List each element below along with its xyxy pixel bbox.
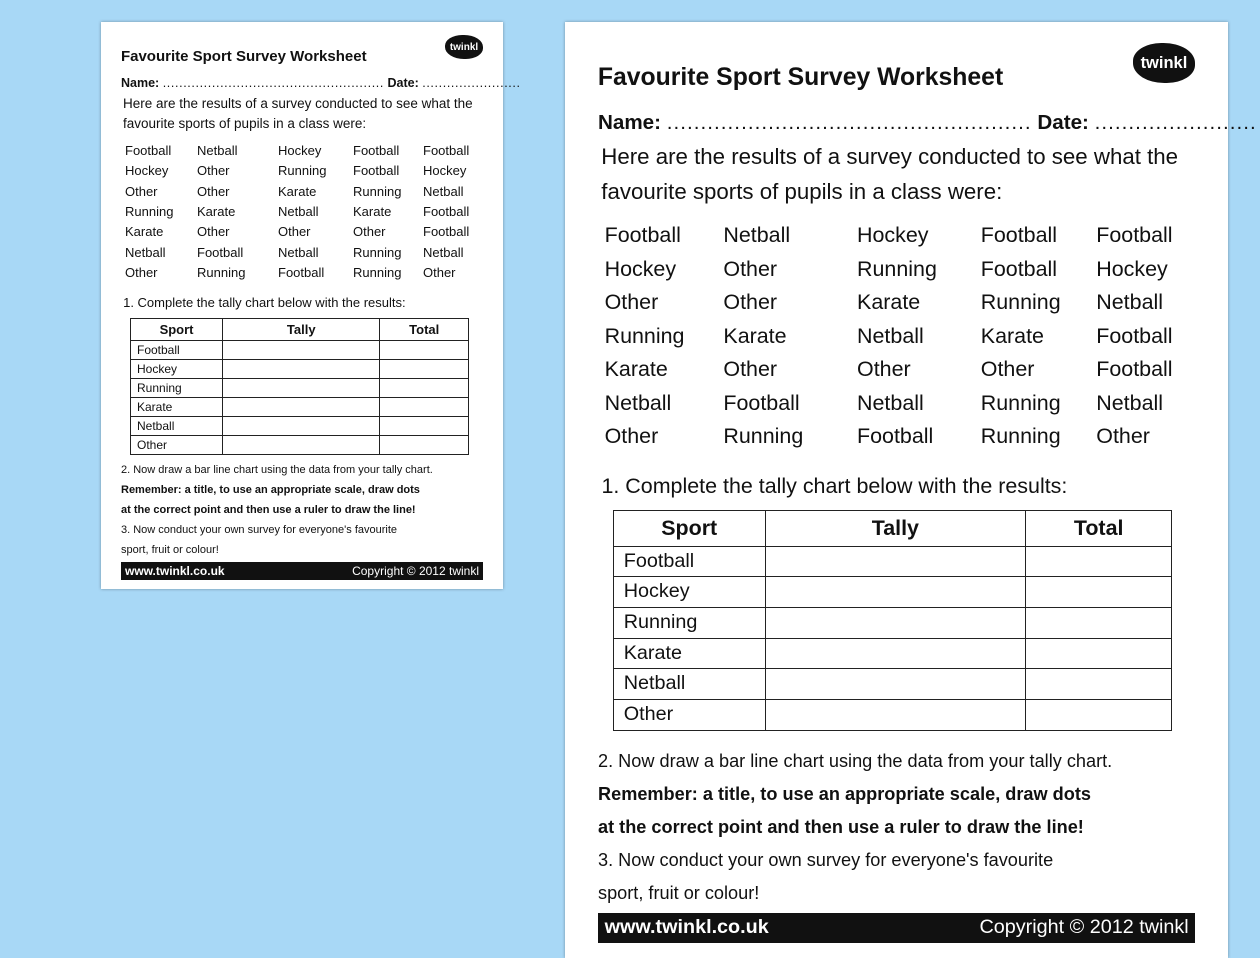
footer-url[interactable]: www.twinkl.co.uk (125, 564, 225, 578)
name-date-line (121, 76, 521, 91)
footer-bar (121, 562, 483, 580)
tally-header-tally: Tally (223, 319, 380, 341)
survey-result: Netball (278, 203, 319, 219)
sport-name: Football (613, 546, 765, 577)
survey-result: Netball (857, 390, 924, 415)
footer-url[interactable]: www.twinkl.co.uk (604, 916, 769, 939)
table-row (131, 435, 469, 454)
tally-cell[interactable] (765, 546, 1026, 577)
worksheet-thumbnail[interactable] (101, 22, 521, 589)
footer-copyright: Copyright © 2012 twinkl (979, 916, 1189, 939)
name-date-line (598, 111, 1257, 136)
remember-note-2: at the correct point and then use a ruler to draw the line! (121, 504, 416, 516)
table-row (613, 700, 1171, 731)
total-cell[interactable] (380, 378, 469, 397)
sport-name: Karate (131, 397, 223, 416)
survey-result: Other (604, 290, 659, 315)
survey-result: Other (197, 224, 230, 240)
total-cell[interactable] (1026, 700, 1172, 731)
total-cell[interactable] (1026, 546, 1172, 577)
total-cell[interactable] (380, 359, 469, 378)
survey-result: Other (197, 183, 230, 199)
tally-header-sport: Sport (131, 319, 223, 341)
name-field[interactable]: ...................................................... (666, 110, 1032, 134)
survey-result: Other (125, 183, 158, 199)
survey-result: Other (353, 224, 386, 240)
survey-result: Hockey (604, 256, 677, 281)
footer-bar (598, 913, 1195, 943)
remember-note-1: Remember: a title, to use an appropriate scale, draw dots (121, 484, 420, 496)
survey-result: Football (125, 143, 172, 158)
survey-result: Football (1096, 323, 1173, 348)
sport-name: Netball (131, 416, 223, 435)
sport-name: Football (131, 340, 223, 359)
sport-name: Hockey (131, 359, 223, 378)
total-cell[interactable] (380, 340, 469, 359)
survey-result: Other (125, 264, 158, 280)
survey-result: Karate (278, 183, 317, 199)
survey-result: Other (278, 224, 311, 240)
survey-result: Football (1096, 357, 1173, 382)
survey-result: Hockey (857, 223, 929, 248)
tally-cell[interactable] (223, 359, 380, 378)
tally-chart (130, 318, 469, 455)
tally-cell[interactable] (223, 340, 380, 359)
tally-cell[interactable] (223, 378, 380, 397)
survey-result: Running (197, 264, 246, 280)
tally-cell[interactable] (765, 577, 1026, 608)
table-row (131, 359, 469, 378)
survey-result: Netball (423, 183, 464, 199)
survey-result: Football (980, 256, 1058, 281)
total-cell[interactable] (380, 435, 469, 454)
survey-result: Football (278, 264, 325, 280)
survey-result: Football (353, 163, 400, 179)
total-cell[interactable] (1026, 608, 1172, 639)
tally-cell[interactable] (765, 669, 1026, 700)
survey-result: Other (857, 357, 911, 382)
question-2: 2. Now draw a bar line chart using the data from your tally chart. (121, 464, 433, 476)
survey-result: Karate (604, 357, 668, 382)
survey-result: Running (353, 264, 402, 280)
tally-cell[interactable] (765, 700, 1026, 731)
tally-cell[interactable] (223, 435, 380, 454)
sport-name: Hockey (613, 577, 765, 608)
tally-cell[interactable] (223, 397, 380, 416)
survey-result: Karate (723, 323, 787, 348)
tally-header-row (613, 511, 1171, 546)
sport-name: Running (131, 378, 223, 397)
table-row (131, 378, 469, 397)
question-3: 3. Now conduct your own survey for everyone's favourite (598, 850, 1054, 871)
survey-result: Running (278, 163, 327, 179)
survey-result: Netball (125, 244, 166, 260)
survey-result: Hockey (1096, 256, 1168, 281)
intro-text: Here are the results of a survey conducted to see what the favourite sports of pupils in a class were: (601, 144, 1179, 204)
name-label: Name: (121, 75, 160, 90)
survey-result: Other (1096, 424, 1150, 449)
survey-result: Other (604, 424, 659, 449)
question-1: 1. Complete the tally chart below with the results: (601, 474, 1068, 499)
worksheet-title: Favourite Sport Survey Worksheet (120, 47, 367, 65)
survey-result: Running (125, 203, 174, 219)
worksheet-preview (565, 22, 1257, 958)
survey-result: Karate (125, 224, 164, 240)
sport-name: Karate (613, 638, 765, 669)
survey-result: Hockey (125, 163, 169, 179)
survey-result: Football (423, 203, 470, 219)
survey-result: Running (980, 390, 1061, 415)
date-field[interactable]: ........................ (422, 75, 521, 90)
survey-result: Football (857, 424, 934, 449)
table-row (131, 340, 469, 359)
table-row (131, 397, 469, 416)
survey-result: Football (423, 143, 470, 158)
survey-result: Football (980, 223, 1058, 248)
worksheet-title: Favourite Sport Survey Worksheet (597, 64, 1004, 92)
remember-note-1: Remember: a title, to use an appropriate scale, draw dots (598, 784, 1091, 805)
survey-result: Other (197, 163, 230, 179)
date-label: Date: (1037, 110, 1089, 134)
question-1: 1. Complete the tally chart below with the results: (123, 295, 406, 310)
table-row (613, 638, 1171, 669)
survey-result: Football (1096, 223, 1173, 248)
name-field[interactable]: ...................................................... (162, 75, 384, 90)
survey-result: Netball (423, 244, 464, 260)
survey-result: Netball (197, 143, 238, 158)
tally-chart (613, 510, 1172, 730)
total-cell[interactable] (1026, 638, 1172, 669)
tally-cell[interactable] (765, 638, 1026, 669)
survey-result: Football (353, 143, 400, 158)
survey-result: Running (980, 290, 1061, 315)
tally-header-row (131, 319, 469, 341)
survey-result: Running (857, 256, 937, 281)
survey-result: Karate (980, 323, 1044, 348)
survey-result: Other (423, 264, 456, 280)
sport-name: Netball (613, 669, 765, 700)
survey-result: Other (723, 256, 778, 281)
intro-text: Here are the results of a survey conducted to see what the favourite sports of pupils in a class were: (123, 95, 473, 132)
tally-header-total: Total (1026, 511, 1172, 546)
survey-result: Running (353, 183, 402, 199)
table-row (613, 669, 1171, 700)
survey-result: Netball (278, 244, 319, 260)
question-2: 2. Now draw a bar line chart using the data from your tally chart. (598, 751, 1113, 772)
table-row (613, 608, 1171, 639)
twinkl-logo: twinkl (445, 35, 483, 59)
sport-name: Running (613, 608, 765, 639)
survey-result: Netball (1096, 290, 1164, 315)
twinkl-logo: twinkl (1133, 43, 1196, 83)
table-row (131, 416, 469, 435)
total-cell[interactable] (1026, 577, 1172, 608)
survey-result: Netball (723, 223, 791, 248)
tally-cell[interactable] (765, 608, 1026, 639)
date-label: Date: (387, 75, 419, 90)
survey-result: Other (723, 290, 778, 315)
name-label: Name: (598, 110, 661, 134)
survey-result: Football (423, 224, 470, 240)
footer-copyright: Copyright © 2012 twinkl (352, 564, 479, 578)
date-field[interactable]: ........................ (1094, 110, 1257, 134)
remember-note-2: at the correct point and then use a ruler to draw the line! (598, 817, 1084, 838)
survey-result: Football (197, 244, 244, 260)
question-3: 3. Now conduct your own survey for everyone's favourite (121, 524, 398, 536)
survey-result: Football (723, 390, 800, 415)
survey-result: Football (604, 223, 681, 248)
survey-result: Karate (857, 290, 921, 315)
survey-result: Karate (197, 203, 236, 219)
survey-result: Hockey (278, 143, 322, 158)
tally-header-sport: Sport (613, 511, 765, 546)
total-cell[interactable] (1026, 669, 1172, 700)
tally-header-tally: Tally (765, 511, 1026, 546)
table-row (613, 577, 1171, 608)
survey-result: Running (604, 323, 685, 348)
survey-result: Running (723, 424, 804, 449)
survey-result: Netball (857, 323, 924, 348)
total-cell[interactable] (380, 397, 469, 416)
tally-header-total: Total (380, 319, 469, 341)
survey-result: Karate (353, 203, 392, 219)
question-3-cont: sport, fruit or colour! (121, 544, 219, 556)
question-3-cont: sport, fruit or colour! (598, 883, 760, 904)
sport-name: Other (131, 435, 223, 454)
table-row (613, 546, 1171, 577)
tally-cell[interactable] (223, 416, 380, 435)
survey-result: Netball (604, 390, 672, 415)
survey-result: Netball (1096, 390, 1164, 415)
survey-result: Hockey (423, 163, 467, 179)
survey-result: Running (353, 244, 402, 260)
total-cell[interactable] (380, 416, 469, 435)
survey-result: Other (980, 357, 1035, 382)
survey-result: Other (723, 357, 778, 382)
survey-result: Running (980, 424, 1061, 449)
sport-name: Other (613, 700, 765, 731)
